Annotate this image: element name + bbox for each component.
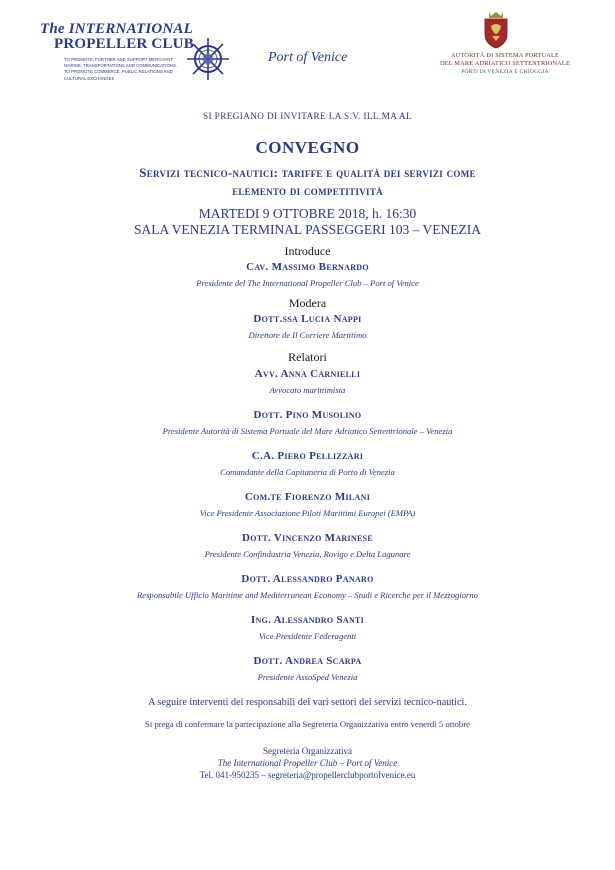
propeller-club-logo-text	[40, 22, 194, 52]
authority-line2: DEL MARE ADRIATICO SETTENTRIONALE	[439, 60, 571, 67]
speaker-item	[0, 409, 615, 437]
ships-wheel-icon	[185, 36, 231, 82]
introducer-name: Cav. Massimo Bernardo	[246, 261, 369, 273]
speaker-role: Presidente Autorità di Sistema Portuale del Mare Adriatico Settentrionale – Venezia	[162, 426, 453, 436]
speaker-role: Avvocato marittimista	[269, 385, 346, 395]
authority-line1: AUTORITÀ DI SISTEMA PORTUALE	[450, 52, 560, 59]
speaker-role: Responsabile Ufficio Maritime and Mediterranean Economy – Studi e Ricerche per il Mezzogiorno	[137, 590, 478, 600]
rsvp-note: Si prega di confermare la partecipazione alla Segreteria Organizzativa entro venerdì 5 ottobre	[145, 719, 470, 729]
lion-crest-icon	[481, 10, 511, 50]
speaker-item	[0, 614, 615, 642]
moderator-name: Dott.ssa Lucia Nappi	[253, 313, 362, 325]
speaker-name: Dott. Pino Musolino	[253, 409, 362, 421]
authority-line3: PORTI DI VENEZIA E CHIOGGIA	[461, 69, 549, 75]
moderator-role: Direttore de Il Corriere Marittimo	[248, 330, 367, 340]
port-of-venice-text: Port of Venice	[268, 50, 348, 65]
secretariat-org: The International Propeller Club – Port of Venice	[217, 758, 398, 768]
event-date: MARTEDI 9 OTTOBRE 2018, h. 16:30	[198, 206, 417, 221]
speaker-list	[0, 368, 615, 683]
speaker-item	[0, 532, 615, 560]
speaker-name: Dott. Andrea Scarpa	[253, 655, 362, 667]
letterhead	[0, 0, 615, 100]
logo-line1: The INTERNATIONAL	[40, 21, 193, 37]
speaker-role: Presidente AssoSped Venezia	[257, 672, 358, 682]
port-authority-logo-text	[420, 52, 590, 76]
speaker-item	[0, 491, 615, 519]
speaker-role: Vice Presidente Associazione Piloti Marittimi Europei (EMPA)	[199, 508, 416, 518]
invite-line: SI PREGIANO DI INVITARE LA S.V. ILL.MA AL	[203, 111, 412, 121]
event-venue: SALA VENEZIA TERMINAL PASSEGGERI 103 – VENEZIA	[133, 222, 481, 237]
introduce-label: Introduce	[284, 244, 331, 258]
speaker-item	[0, 368, 615, 396]
speaker-name: Ing. Alessandro Santi	[250, 614, 365, 626]
logo-tagline: TO PROMOTE, FURTHER AND SUPPORT MERCHANT MARINE, TRANSPORTATIONS AND COMMUNICATIONS. TO PROMOTE COMMERCE, PUBLIC RELATIONS AND CULTURAL EXCHANGES	[64, 57, 177, 81]
secretariat-label: Segreteria Organizzativa	[262, 746, 353, 756]
speaker-item	[0, 655, 615, 683]
speaker-item	[0, 450, 615, 478]
relatori-label: Relatori	[288, 350, 327, 364]
event-title	[0, 164, 615, 200]
speaker-name: C.A. Piero Pellizzari	[251, 450, 364, 462]
secretariat-contact	[0, 745, 615, 781]
speaker-role: Vice Presidente Federagenti	[258, 631, 357, 641]
speaker-name: Avv. Anna Carnielli	[254, 368, 361, 380]
speaker-role: Comandante della Capitaneria di Porto di Venezia	[220, 467, 395, 477]
speaker-role: Presidente Confindustria Venezia, Rovigo e Delta Lagunare	[204, 549, 411, 559]
title-line2: elemento di competitività	[232, 183, 383, 198]
speaker-name: Dott. Alessandro Panaro	[241, 573, 374, 585]
invitation-body	[0, 108, 615, 781]
secretariat-phone-email: Tel. 041-950235 – segreteria@propellerclubportofvenice.eu	[199, 770, 416, 780]
title-line1: Servizi tecnico-nautici: tariffe e qualità dei servizi come	[139, 165, 476, 180]
modera-label: Modera	[288, 296, 327, 310]
logo-line2: PROPELLER CLUB	[54, 36, 194, 52]
speaker-name: Dott. Vincenzo Marinese	[241, 532, 374, 544]
introducer-role: Presidente del The International Propeller Club – Port of Venice	[196, 278, 419, 288]
follow-up-note: A seguire interventi dei responsabili dei vari settori dei servizi tecnico-nautici.	[148, 697, 467, 708]
event-type: CONVEGNO	[255, 138, 360, 157]
speaker-item	[0, 573, 615, 601]
speaker-name: Com.te Fiorenzo Milani	[244, 491, 371, 503]
